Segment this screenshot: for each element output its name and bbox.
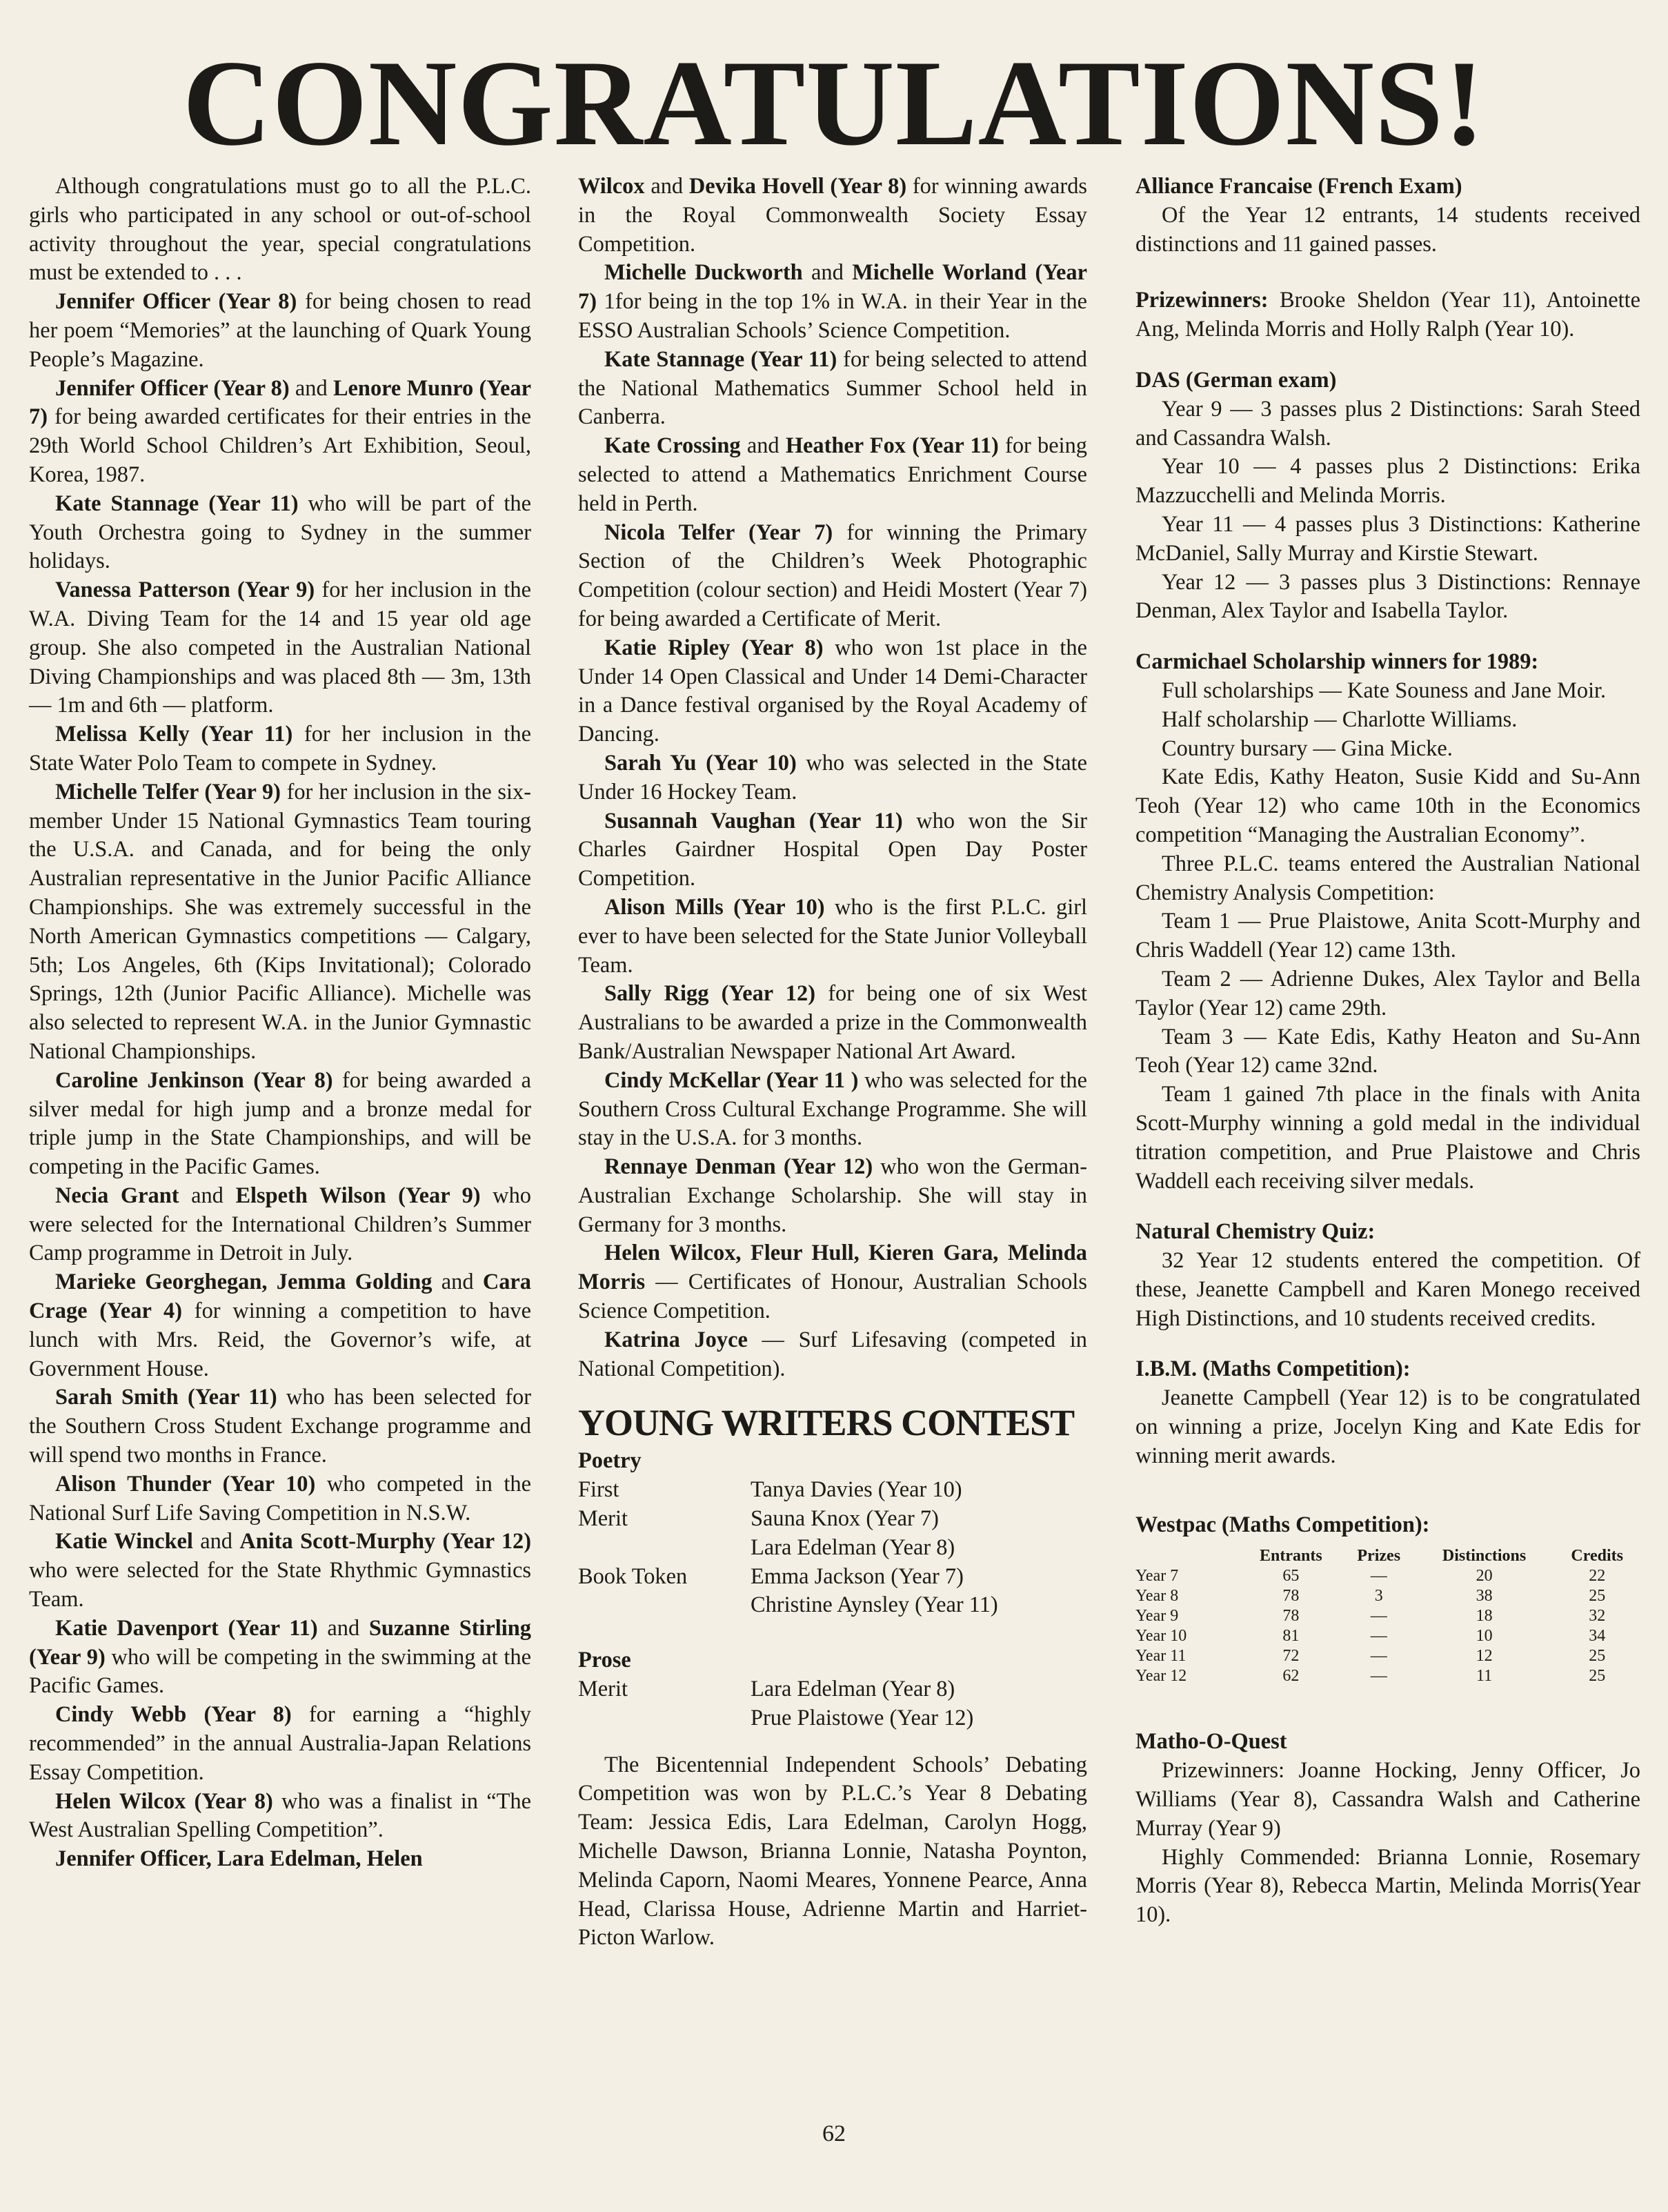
paragraph-text: Brooke Sheldon (Year 11), Antoinette Ang, Melinda Morris and Holly Ralph (Year 10). [1135,288,1640,342]
paragraph-text: and [740,433,786,459]
paragraph-text: for her inclusion in the W.A. Diving Team for the 14 and 15 year old age group. She also competed in the Australian National Diving Championships and was placed 8th — 3m, 13th — 1m and 6th — platform. [29,577,531,718]
table-cell: 78 [1282,1587,1300,1606]
prose-list [578,1675,1087,1733]
paragraph-text: for earning a “highly recommended” in the annual Australia-Japan Relations Essay Competition. [29,1702,531,1785]
paragraph [578,259,1087,345]
paragraph [1135,1023,1640,1081]
table-cell: 25 [1589,1587,1606,1606]
paragraph [578,980,1087,1066]
paragraph [578,519,1087,634]
bold-name: Alison Mills (Year 10) [604,894,825,920]
paragraph-text: for being awarded certificates for their entries in the 29th World School Children’s Art Exhibition, Seoul, Korea, 1987. [29,404,531,487]
paragraph [1135,735,1640,764]
table-header-cell: Prizes [1357,1547,1401,1566]
table-row [1135,1566,1640,1586]
paragraph [29,375,531,490]
table-cell: 22 [1589,1567,1606,1586]
paragraph-text: Country bursary — Gina Micke. [1162,735,1453,761]
paragraph-text: Full scholarships — Kate Souness and Jane Moir. [1162,678,1607,703]
paragraph [1135,907,1640,965]
paragraph-text: who was a finalist in “The West Australian Spelling Competition”. [29,1788,531,1843]
young-writers-title: YOUNG WRITERS CONTEST [578,1402,1075,1444]
bold-name: Marieke Georghegan, Jemma Golding [55,1270,433,1295]
young-writers-section [578,1401,1087,1953]
table-cell: Year 11 [1135,1647,1187,1666]
paragraph [1135,1384,1640,1470]
paragraph [1135,1247,1640,1333]
column-2 [578,172,1087,1953]
paragraph [29,1268,531,1383]
award-label [578,1534,751,1563]
paragraph-text: who won 1st place in the Under 14 Open Classical and Under 14 Demi-Character in a Dance festival organised by the Royal Academy of Dancing. [578,635,1087,747]
paragraph-text: who was selected for the Southern Cross Cultural Exchange Programme. She will stay in the U.S.A. for 3 months. [578,1067,1087,1151]
paragraph [29,1788,531,1846]
paragraph-text: for being one of six West Australians to be awarded a prize in the Commonwealth Bank/Australian Newspaper National Art Award. [578,981,1087,1064]
paragraph-text: who were selected for the International Children’s Summer Camp programme in Detroit in July. [29,1183,531,1266]
table-header-cell: Distinctions [1442,1547,1527,1566]
paragraph [578,893,1087,980]
bold-name: Kate Stannage (Year 11) [604,346,837,372]
paragraph [1135,1080,1640,1196]
paragraph-text: Three P.L.C. teams entered the Australian National Chemistry Analysis Competition: [1135,851,1640,905]
matho-paragraphs [1135,1757,1640,1930]
bold-name: Helen Wilcox, Fleur Hull, Kieren Gara, Melinda Morris [578,1241,1087,1295]
table-cell: 20 [1476,1567,1493,1586]
paragraph-text: who were selected for the State Rhythmic Gymnastics Team. [29,1558,531,1612]
award-label [578,1591,751,1620]
paragraph [1135,850,1640,908]
bold-name: Prizewinners: [1135,288,1269,313]
column-1 [29,172,531,1874]
paragraph [29,576,531,720]
paragraph [29,720,531,778]
paragraph [1135,677,1640,706]
table-cell: 38 [1476,1587,1493,1606]
table-cell: 12 [1476,1647,1493,1666]
paragraph-text: and [192,1529,240,1554]
paragraph [1135,763,1640,849]
paragraph-text: Of the Year 12 entrants, 14 students received distinctions and 11 gained passes. [1135,202,1640,257]
bold-name: Michelle Telfer (Year 9) [55,779,281,804]
paragraph-text: — Certificates of Honour, Australian Schools Science Competition. [578,1270,1087,1324]
paragraph [578,1326,1087,1384]
paragraph [29,1470,531,1528]
section-heading: Alliance Francaise (French Exam) [1135,174,1462,199]
table-cell: — [1370,1567,1387,1586]
award-label: Book Token [578,1563,688,1589]
award-row [578,1704,1087,1733]
award-winner: Lara Edelman (Year 8) [751,1677,955,1702]
table-header-cell [1135,1546,1239,1566]
paragraph [578,1239,1087,1325]
bold-name: Kate Stannage (Year 11) [55,491,299,516]
paragraph-text: for being awarded a silver medal for high jump and a bronze medal for triple jump in the State Championships, and will be competing in the Pacific Games. [29,1067,531,1180]
table-cell: 34 [1589,1627,1606,1646]
award-winner: Christine Aynsley (Year 11) [751,1592,998,1618]
table-row [1135,1626,1640,1646]
paragraph [578,1067,1087,1153]
table-row [1135,1586,1640,1606]
bold-name: Jennifer Officer, Lara Edelman, Helen [55,1846,423,1872]
column-3 [1135,172,1640,1930]
award-row [578,1534,1087,1563]
paragraph [1135,453,1640,511]
table-cell: Year 10 [1135,1627,1187,1646]
paragraph-text: Kate Edis, Kathy Heaton, Susie Kidd and Su-Ann Teoh (Year 12) who came 10th in the Economics competition “Managing the Australian Economy”. [1135,764,1640,847]
paragraph [1135,511,1640,569]
paragraph [578,749,1087,807]
prose-heading: Prose [578,1648,631,1673]
paragraph [29,1383,531,1470]
spacer [1135,259,1640,286]
paragraph-text: and [179,1183,236,1208]
paragraph [1135,569,1640,626]
paragraph-text: and [289,375,333,401]
paragraph-text: who won the German-Australian Exchange Scholarship. She will stay in Germany for 3 months. [578,1154,1087,1237]
award-winner: Prue Plaistowe (Year 12) [751,1705,974,1730]
bold-name: Jennifer Officer (Year 8) [55,375,290,401]
bold-name: Lenore Munro (Year 7) [29,375,531,430]
matho-heading: Matho-O-Quest [1135,1729,1287,1755]
paragraph-text: and [432,1270,483,1295]
table-cell: 32 [1589,1607,1606,1626]
bold-name: Devika Hovell (Year 8) [688,174,907,199]
table-cell: 78 [1282,1607,1300,1626]
paragraph-text: for her inclusion in the six-member Under 15 National Gymnastics Team touring the U.S.A. and Canada, and for being the only Australian representative in the Junior Pacific Alliance Championships. She was extremely successful in the North American Gymnastics competitions — Calgary, 5th; Los Angeles, 6th (Kips Invitational); Colorado Springs, 12th (Junior Pacific Alliance). Michelle was also selected to represent W.A. in the Junior Gymnastic National Championships. [29,779,532,1064]
paragraph [1135,706,1640,735]
table-row [1135,1646,1640,1666]
table-cell: — [1370,1627,1387,1646]
bold-name: Necia Grant [55,1183,179,1208]
paragraph-text: Team 2 — Adrienne Dukes, Alex Taylor and Bella Taylor (Year 12) came 29th. [1135,966,1640,1020]
bold-name: Elspeth Wilson (Year 9) [235,1183,481,1208]
table-header-cell: Credits [1571,1547,1623,1566]
paragraph: Prizewinners: Joanne Hocking, Jenny Officer, Jo Williams (Year 8), Cassandra Walsh and Catherine Murray (Year 9) [1135,1758,1640,1841]
bold-name: Vanessa Patterson (Year 9) [55,577,315,603]
bold-name: Katrina Joyce [604,1327,748,1352]
bold-name: Alison Thunder (Year 10) [55,1471,316,1497]
paragraph-text: for winning the Primary Section of the Children’s Week Photographic Competition (colour section) and Heidi Mostert (Year 7) for being awarded a Certificate of Merit. [578,520,1087,631]
paragraph-text: and [644,174,689,199]
bold-name: Katie Ripley (Year 8) [604,635,824,660]
paragraph [578,172,1087,259]
table-cell: 18 [1476,1607,1493,1626]
paragraph [578,1153,1087,1239]
table-row [1135,1606,1640,1626]
paragraph-text: who won the Sir Charles Gairdner Hospital Open Day Poster Competition. [578,808,1087,891]
award-row [578,1563,1087,1592]
paragraph-text: 32 Year 12 students entered the competition. Of these, Jeanette Campbell and Karen Monego received High Distinctions, and 10 students received credits. [1135,1248,1640,1331]
table-header-cell: Entrants [1260,1547,1322,1566]
paragraph-text: Team 1 — Prue Plaistowe, Anita Scott-Murphy and Chris Waddell (Year 12) came 13th. [1135,909,1640,963]
bold-name: Rennaye Denman (Year 12) [604,1154,873,1180]
bold-name: Caroline Jenkinson (Year 8) [55,1067,333,1093]
poetry-list [578,1476,1087,1620]
westpac-table [1135,1546,1640,1686]
paragraph [29,778,531,1067]
bold-name: Cara Crage (Year 4) [29,1270,532,1324]
award-row [578,1505,1087,1534]
table-row [1135,1666,1640,1686]
paragraph [29,1701,531,1787]
paragraph-text: — Surf Lifesaving (competed in National Competition). [578,1327,1087,1381]
paragraph-text: who will be part of the Youth Orchestra going to Sydney in the summer holidays. [29,491,531,574]
paragraph-text: who is the first P.L.C. girl ever to have been selected for the State Junior Volleyball Team. [578,894,1087,978]
page-title: CONGRATULATIONS! [182,34,1486,171]
bold-name: Sarah Smith (Year 11) [55,1385,277,1410]
paragraph-text: for being selected to attend a Mathematics Enrichment Course held in Perth. [578,433,1087,516]
paragraph [578,432,1087,518]
award-row [578,1476,1087,1505]
paragraph-text: Team 1 gained 7th place in the finals with Anita Scott-Murphy winning a gold medal in the individual titration competition, and Prue Plaistowe and Chris Waddell each receiving silver medals. [1135,1082,1640,1194]
paragraph [29,1845,531,1874]
page-number: 62 [822,2121,846,2146]
paragraph-text: Although congratulations must go to all the P.L.C. girls who participated in any school or out-of-school activity throughout the year, special congratulations must be extended to . . . [29,174,531,286]
paragraph-text: Year 10 — 4 passes plus 2 Distinctions: Erika Mazzucchelli and Melinda Morris. [1135,454,1640,508]
paragraph [578,346,1087,432]
column-2-paragraphs [578,172,1087,1383]
paragraph [1135,201,1640,259]
paragraph [29,490,531,576]
debating-paragraph: The Bicentennial Independent Schools’ Debating Competition was won by P.L.C.’s Year 8 Debating Team: Jessica Edis, Lara Edelman, Carolyn Hogg, Michelle Dawson, Brianna Lonnie, Natasha Poynton, Melinda Caporn, Naomi Meares, Yonnene Pearce, Anna Head, Clarissa House, Adrienne Martin and Harriet-Picton Warlow. [578,1752,1087,1951]
paragraph-text: Half scholarship — Charlotte Williams. [1162,707,1518,732]
paragraph-text: Jeanette Campbell (Year 12) is to be congratulated on winning a prize, Jocelyn King and Kate Edis for winning merit awards. [1135,1385,1640,1468]
bold-name: Cindy McKellar (Year 11 ) [604,1067,859,1093]
table-cell: Year 12 [1135,1667,1187,1686]
paragraph-text: who competed in the National Surf Life Saving Competition in N.S.W. [29,1471,531,1525]
paragraph-text: who has been selected for the Southern Cross Student Exchange programme and will spend two months in France. [29,1385,531,1468]
paragraph [29,172,531,288]
westpac-table-header [1135,1546,1640,1566]
section-heading: Carmichael Scholarship winners for 1989: [1135,649,1539,675]
bold-name: Katie Davenport (Year 11) [55,1615,318,1641]
bold-name: Susannah Vaughan (Year 11) [604,808,903,833]
paragraph-text: 1for being in the top 1% in W.A. in their Year in the ESSO Australian Schools’ Science Competition. [578,289,1087,343]
award-row [578,1591,1087,1620]
paragraph-text: and [317,1615,369,1641]
table-cell: 72 [1282,1647,1300,1666]
paragraph-text: for winning a competition to have lunch with Mrs. Reid, the Governor’s wife, at Government House. [29,1298,532,1381]
bold-name: Jennifer Officer (Year 8) [55,289,297,315]
paragraph-text: Year 11 — 4 passes plus 3 Distinctions: Katherine McDaniel, Sally Murray and Kirstie Stewart. [1135,511,1640,566]
column-3-paragraphs [1135,172,1640,1471]
paragraph-text: for being selected to attend the National Mathematics Summer School held in Canberra. [578,346,1088,430]
section-heading: I.B.M. (Maths Competition): [1135,1356,1411,1382]
bold-name: Cindy Webb (Year 8) [55,1702,292,1728]
bold-name: Michelle Worland (Year 7) [578,260,1087,315]
table-cell: 11 [1476,1667,1493,1686]
bold-name: Wilcox [578,174,645,199]
table-cell: 25 [1589,1667,1606,1686]
paragraph [29,1182,531,1268]
bold-name: Sarah Yu (Year 10) [604,750,797,776]
table-cell: 10 [1476,1627,1493,1646]
paragraph-text: Year 9 — 3 passes plus 2 Distinctions: Sarah Steed and Cassandra Walsh. [1135,396,1640,451]
bold-name: Helen Wilcox (Year 8) [55,1788,273,1814]
bold-name: Sally Rigg (Year 12) [604,981,815,1007]
paragraph-text: for being chosen to read her poem “Memories” at the launching of Quark Young People’s Magazine. [29,289,532,372]
paragraph [578,634,1087,749]
westpac-heading: Westpac (Maths Competition): [1135,1512,1430,1537]
award-label [578,1704,751,1733]
award-label: First [578,1477,619,1503]
paragraph [1135,286,1640,344]
paragraph: Highly Commended: Brianna Lonnie, Rosemary Morris (Year 8), Rebecca Martin, Melinda Morris(Year 10). [1135,1844,1640,1928]
paragraph [29,1067,531,1182]
paragraph-text: Team 3 — Kate Edis, Kathy Heaton and Su-Ann Teoh (Year 12) came 32nd. [1135,1024,1640,1078]
table-cell: 65 [1282,1567,1300,1586]
award-winner: Sauna Knox (Year 7) [751,1506,939,1532]
paragraph-text: for winning awards in the Royal Commonwealth Society Essay Competition. [578,174,1087,257]
bold-name: Heather Fox (Year 11) [785,433,999,459]
paragraph [578,807,1087,893]
paragraph-text: for her inclusion in the State Water Polo Team to compete in Sydney. [29,722,532,776]
table-cell: — [1370,1607,1387,1626]
table-cell: Year 8 [1135,1587,1179,1606]
bold-name: Anita Scott-Murphy (Year 12) [239,1529,531,1554]
table-cell: — [1370,1647,1387,1666]
paragraph-text: and [802,260,853,286]
bold-name: Suzanne Stirling (Year 9) [29,1615,531,1670]
table-cell: 62 [1282,1667,1300,1686]
bold-name: Katie Winckel [55,1529,193,1554]
paragraph [1135,965,1640,1023]
paragraph [29,1528,531,1614]
table-cell: 81 [1282,1627,1300,1646]
bold-name: Michelle Duckworth [604,260,803,286]
award-winner: Lara Edelman (Year 8) [751,1534,955,1560]
award-label: Merit [578,1506,628,1532]
table-cell: Year 9 [1135,1607,1179,1626]
paragraph-text: Year 12 — 3 passes plus 3 Distinctions: Rennaye Denman, Alex Taylor and Isabella Taylor. [1135,569,1640,624]
paragraph-text: who was selected in the State Under 16 Hockey Team. [578,750,1088,804]
paragraph [1135,395,1640,453]
award-winner: Tanya Davies (Year 10) [751,1477,962,1503]
paragraph-text: who will be competing in the swimming at the Pacific Games. [29,1644,531,1699]
table-cell: 25 [1589,1647,1606,1666]
bold-name: Kate Crossing [604,433,741,459]
section-heading: Natural Chemistry Quiz: [1135,1219,1376,1245]
bold-name: Melissa Kelly (Year 11) [55,722,293,747]
table-cell: 3 [1374,1587,1383,1606]
poetry-heading: Poetry [578,1448,642,1474]
paragraph [29,1614,531,1701]
section-heading: DAS (German exam) [1135,367,1337,393]
award-winner: Emma Jackson (Year 7) [751,1563,964,1589]
bold-name: Nicola Telfer (Year 7) [604,520,833,545]
table-cell: Year 7 [1135,1567,1179,1586]
paragraph [29,288,531,374]
award-label: Merit [578,1677,628,1702]
table-cell: — [1370,1667,1387,1686]
award-row [578,1675,1087,1704]
